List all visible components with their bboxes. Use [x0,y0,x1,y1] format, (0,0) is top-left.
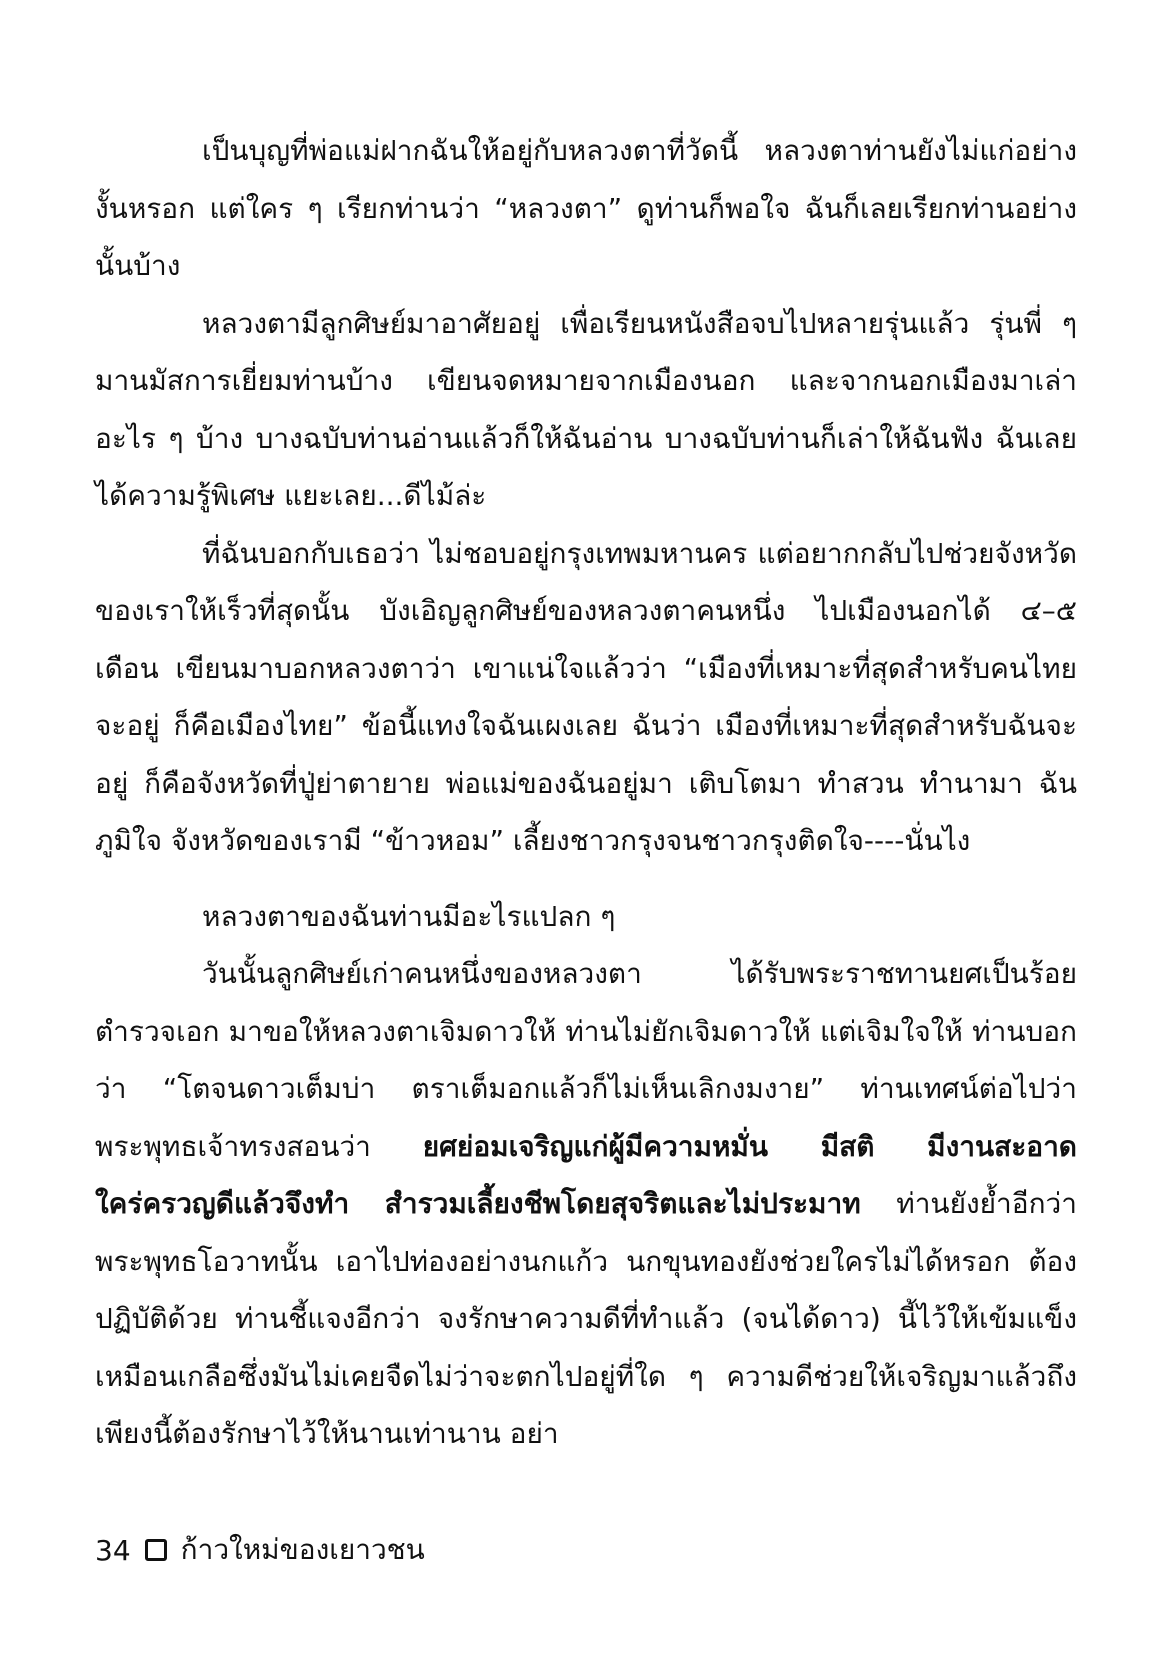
page-number: 34 [95,1533,131,1567]
paragraph-4: หลวงตาของฉันท่านมีอะไรแปลก ๆ [202,899,616,933]
square-bullet-icon [145,1539,167,1561]
paragraph-2: หลวงตามีลูกศิษย์มาอาศัยอยู่ เพื่อเรียนหนังสือจบไปหลายรุ่นแล้ว รุ่นพี่ ๆ มานมัสการเยี่ยมท่านบ้าง เขียนจดหมายจากเมืองนอก และจากนอกเมืองมาเล่าอะไร ๆ บ้าง บางฉบับท่านอ่านแล้วก็ให้ฉันอ่าน บางฉบับท่านก็เล่าให้ฉันฟัง ฉันเลยได้ความรู้พิเศษ แยะเลย...ดีไม้ล่ะ [95,306,1077,512]
paragraph-1: เป็นบุญที่พ่อแม่ฝากฉันให้อยู่กับหลวงตาที่วัดนี้ หลวงตาท่านยังไม่แก่อย่างงั้นหรอก แต่ใคร ๆ เรียกท่านว่า “หลวงตา” ดูท่านก็พอใจ ฉันก็เลยเรียกท่านอย่างนั้นบ้าง [95,134,1077,282]
paragraph-5 [95,945,1077,1463]
paragraph-5-bold-1: ยศย่อมเจริญแก่ผู้มีความหมั่น มีสติ มีงานสะอาด ใคร่ครวญดีแล้วจึงทำ [95,1129,1077,1220]
paragraph-5-part-2 [349,1187,385,1220]
body-text [95,122,1077,1463]
paragraph-5-part-1: วันนั้นลูกศิษย์เก่าคนหนึ่งของหลวงตา ได้รับพระราชทานยศเป็นร้อยตำรวจเอก มาขอให้หลวงตาเจิมดาวให้ ท่านไม่ยักเจิมดาวให้ แต่เจิมใจให้ ท่านบอกว่า “โตจนดาวเต็มบ่า ตราเต็มอกแล้วก็ไม่เห็นเลิกงมงาย” ท่านเทศน์ต่อไปว่า พระพุทธเจ้าทรงสอนว่า [95,957,1077,1163]
paragraph-5-bold-2: สำรวมเลี้ยงชีพโดยสุจริตและไม่ประมาท [384,1187,861,1220]
paragraph-3: ที่ฉันบอกกับเธอว่า ไม่ชอบอยู่กรุงเทพมหานคร แต่อยากกลับไปช่วยจังหวัดของเราให้เร็วที่สุดนั้น บังเอิญลูกศิษย์ของหลวงตาคนหนึ่ง ไปเมืองนอกได้ ๔–๕ เดือน เขียนมาบอกหลวงตาว่า เขาแน่ใจแล้วว่า “เมืองที่เหมาะที่สุดสำหรับคนไทยจะอยู่ ก็คือเมืองไทย” ข้อนี้แทงใจฉันเผงเลย ฉันว่า เมืองที่เหมาะที่สุดสำหรับฉันจะอยู่ ก็คือจังหวัดที่ปู่ย่าตายาย พ่อแม่ของฉันอยู่มา เติบโตมา ทำสวน ทำนามา ฉันภูมิใจ จังหวัดของเรามี “ข้าวหอม” เลี้ยงชาวกรุงจนชาวกรุงติดใจ----นั่นไง [95,536,1077,857]
paragraph-5-part-3: ท่านยังย้ำอีกว่า พระพุทธโอวาทนั้น เอาไปท่องอย่างนกแก้ว นกขุนทองยังช่วยใครไม่ได้หรอก ต้องปฏิบัติด้วย ท่านชี้แจงอีกว่า จงรักษาความดีที่ทำแล้ว (จนได้ดาว) นี้ไว้ให้เข้มแข็ง เหมือนเกลือซึ่งมันไม่เคยจืดไม่ว่าจะตกไปอยู่ที่ใด ๆ ความดีช่วยให้เจริญมาแล้วถึงเพียงนี้ต้องรักษาไว้ให้นานเท่านาน อย่า [95,1187,1077,1450]
page-footer [95,1530,425,1570]
publication-title: ก้าวใหม่ของเยาวชน [180,1533,425,1566]
